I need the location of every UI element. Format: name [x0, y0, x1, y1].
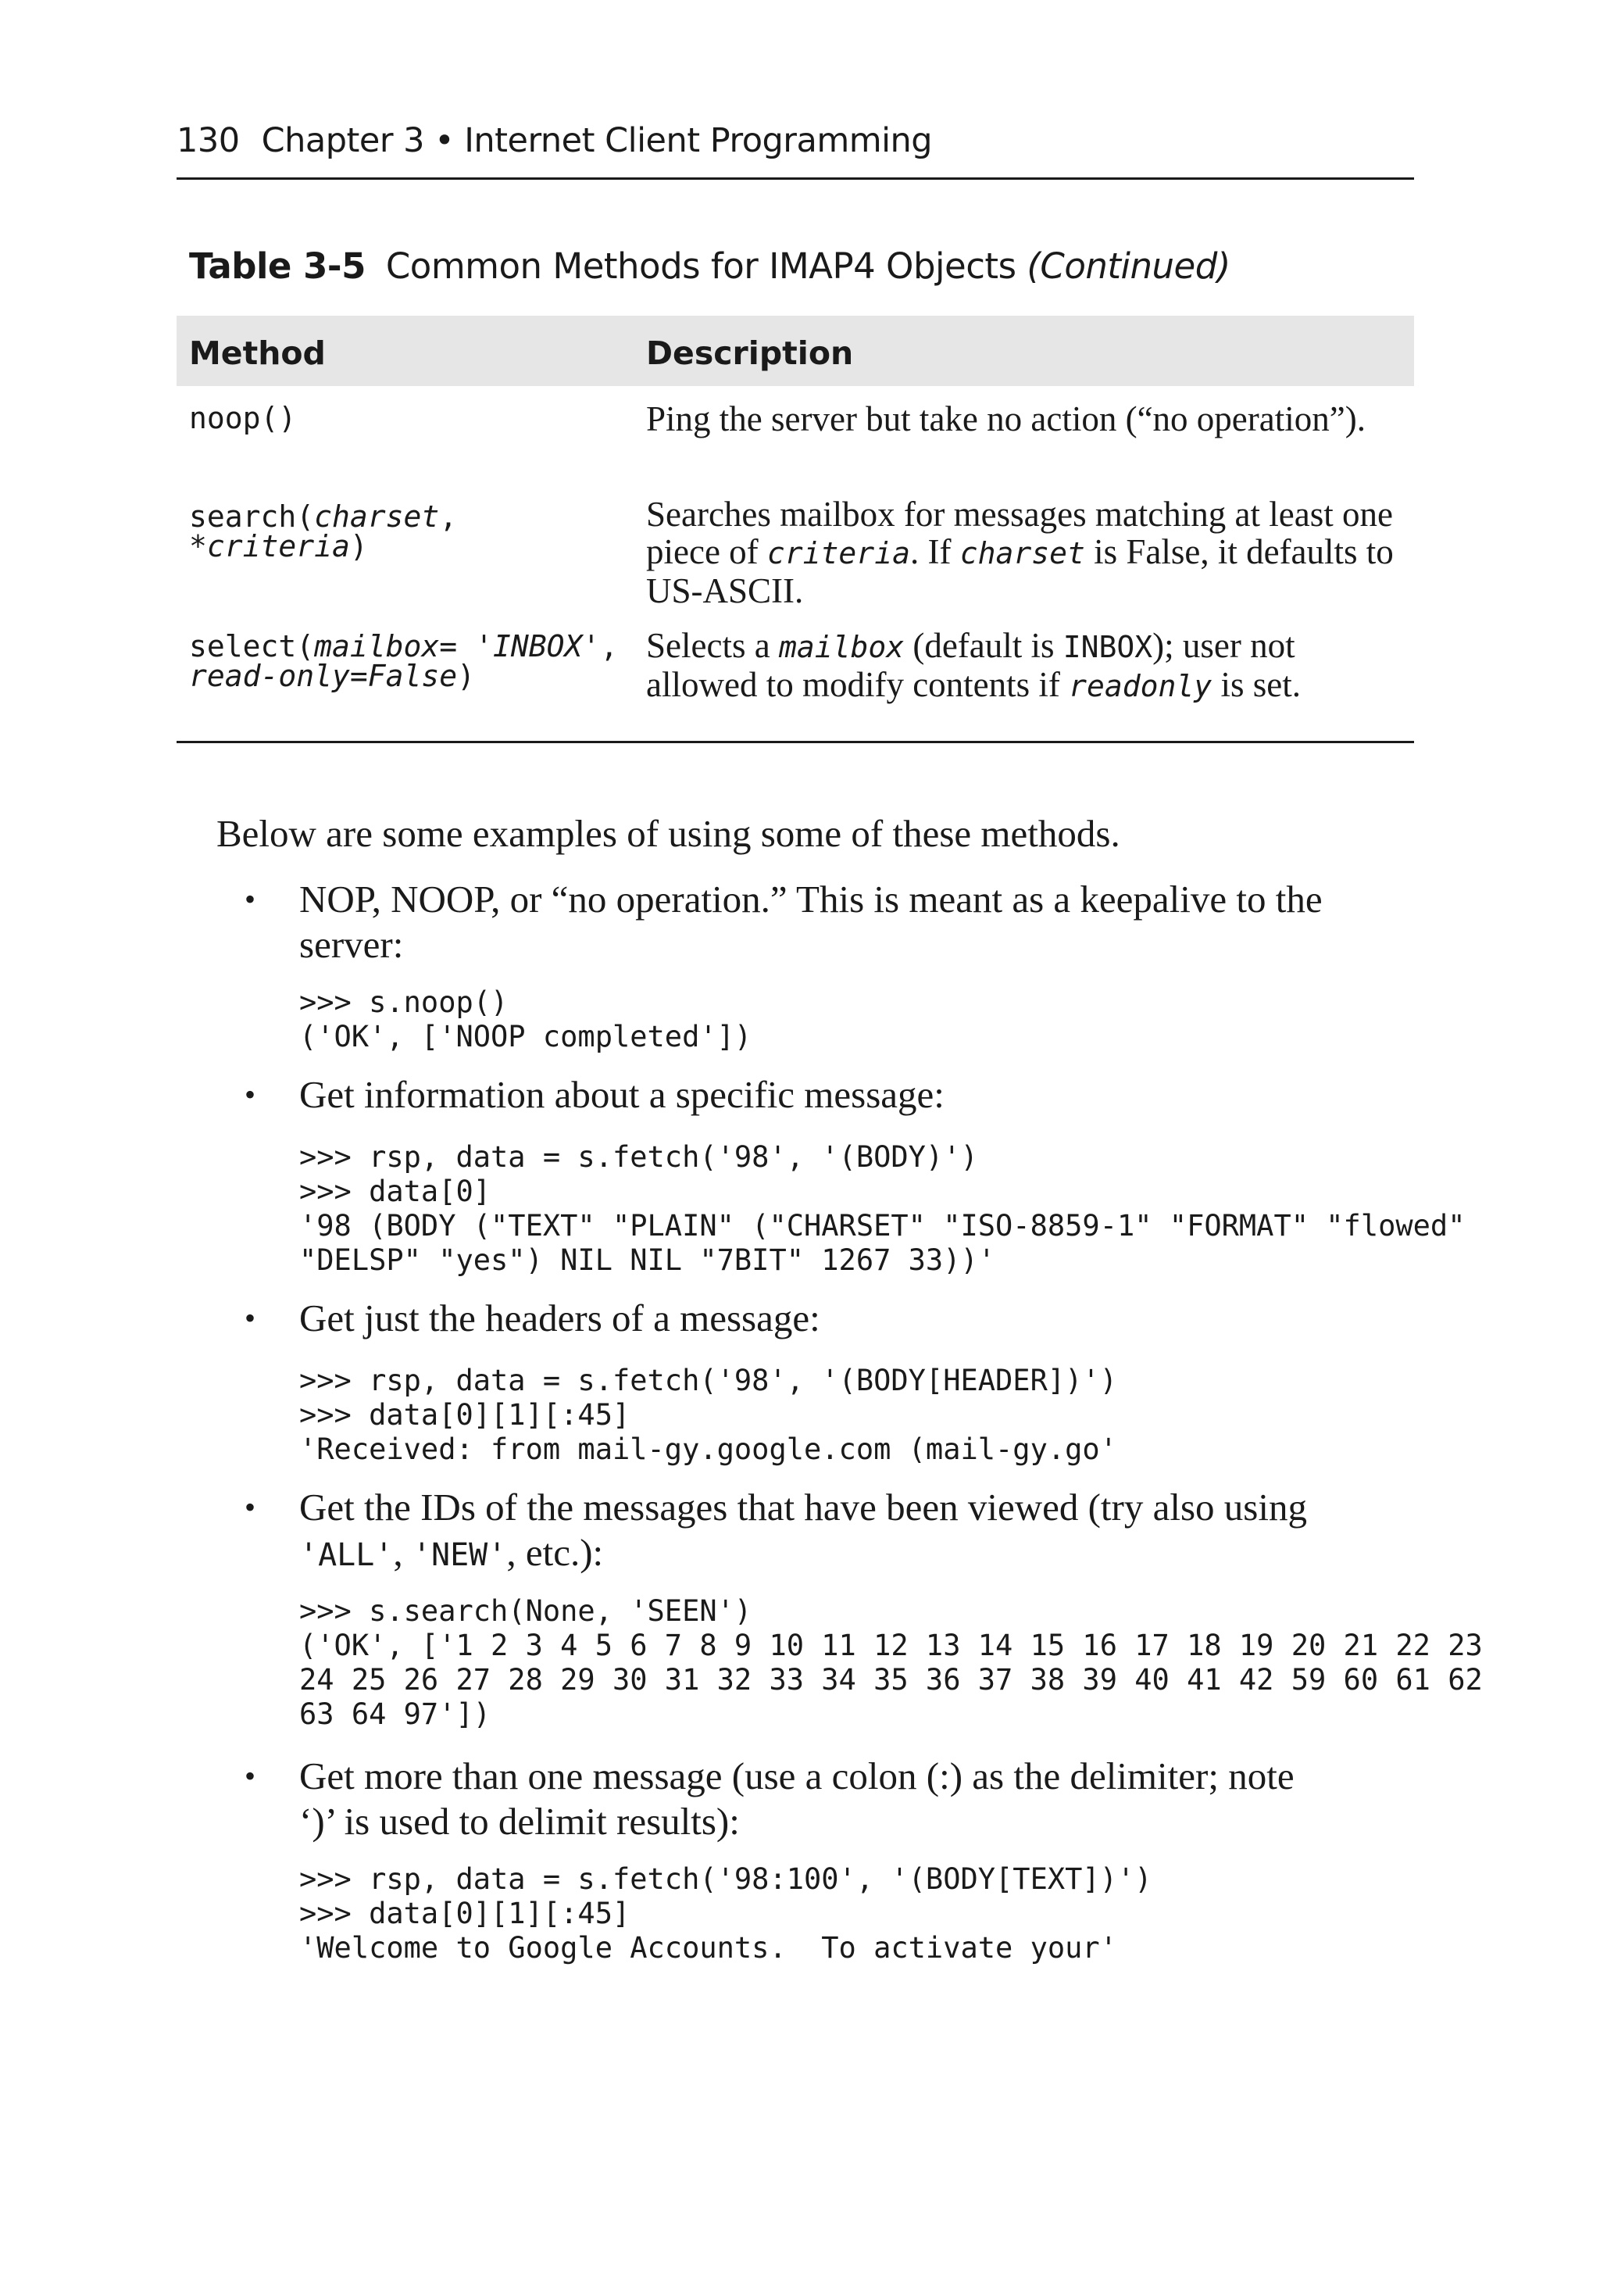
bullet-text: Get more than one message (use a colon (:) as the delimiter; note ‘)’ is used to delimit results): [299, 1754, 1295, 1843]
column-header-method: Method [189, 334, 326, 372]
table-title: Common Methods for IMAP4 Objects [385, 245, 1016, 287]
method-cell: select(mailbox= 'INBOX', read-only=False) [189, 629, 619, 693]
code-block: >>> s.noop() ('OK', ['NOOP completed']) [299, 985, 752, 1053]
bullet-marker: • [245, 1077, 256, 1112]
method-cell: noop() [189, 401, 297, 435]
description-cell: Selects a mailbox (default is INBOX); user not allowed to modify contents if readonly is set. [646, 626, 1301, 704]
table-row [177, 620, 1414, 741]
code-block: >>> rsp, data = s.fetch('98', '(BODY)') >>> data[0] '98 (BODY ("TEXT" "PLAIN" ("CHARSET" "ISO-8859-1" "FORMAT" "flowed" "DELSP" "yes") NIL NIL "7BIT" 1267 33))' [299, 1140, 1466, 1277]
bullet-marker: • [245, 1758, 256, 1794]
table-bottom-rule [177, 741, 1414, 743]
running-head [177, 121, 932, 160]
table-number: Table 3-5 [189, 245, 366, 287]
code-block: >>> s.search(None, 'SEEN') ('OK', ['1 2 3 4 5 6 7 8 9 10 11 12 13 14 15 16 17 18 19 20 21 22 23 24 25 26 27 28 29 30 31 32 33 34 35 36 37 38 39 40 41 42 59 60 61 62 63 64 97']) [299, 1594, 1483, 1731]
chapter-title: Chapter 3 • Internet Client Programming [261, 121, 933, 160]
bullet-marker: • [245, 1300, 256, 1336]
bullet-marker: • [245, 1490, 256, 1525]
table-continued: (Continued) [1027, 245, 1230, 287]
page-number: 130 [177, 121, 240, 160]
intro-paragraph: Below are some examples of using some of these methods. [216, 812, 1120, 855]
table-row [177, 386, 1414, 483]
methods-table [177, 316, 1414, 741]
table-row [177, 483, 1414, 620]
table-caption [189, 245, 1230, 287]
description-cell: Searches mailbox for messages matching at least one piece of criteria. If charset is False, it defaults to US-ASCII. [646, 495, 1394, 610]
method-cell: search(charset, *criteria) [189, 499, 458, 563]
description-cell: Ping the server but take no action (“no operation”). [646, 399, 1366, 438]
bullet-text: Get just the headers of a message: [299, 1296, 820, 1339]
table-header-row [177, 316, 1414, 386]
column-header-description: Description [646, 334, 854, 372]
code-block: >>> rsp, data = s.fetch('98:100', '(BODY[TEXT])') >>> data[0][1][:45] 'Welcome to Google Accounts. To activate your' [299, 1862, 1152, 1965]
header-rule [177, 177, 1414, 180]
bullet-marker: • [245, 882, 256, 917]
code-block: >>> rsp, data = s.fetch('98', '(BODY[HEADER])') >>> data[0][1][:45] 'Received: from mail-gy.google.com (mail-gy.go' [299, 1364, 1117, 1466]
bullet-text: NOP, NOOP, or “no operation.” This is meant as a keepalive to the server: [299, 878, 1323, 966]
bullet-text: Get information about a specific message: [299, 1073, 945, 1116]
bullet-text: Get the IDs of the messages that have been viewed (try also using 'ALL', 'NEW', etc.): [299, 1486, 1307, 1574]
